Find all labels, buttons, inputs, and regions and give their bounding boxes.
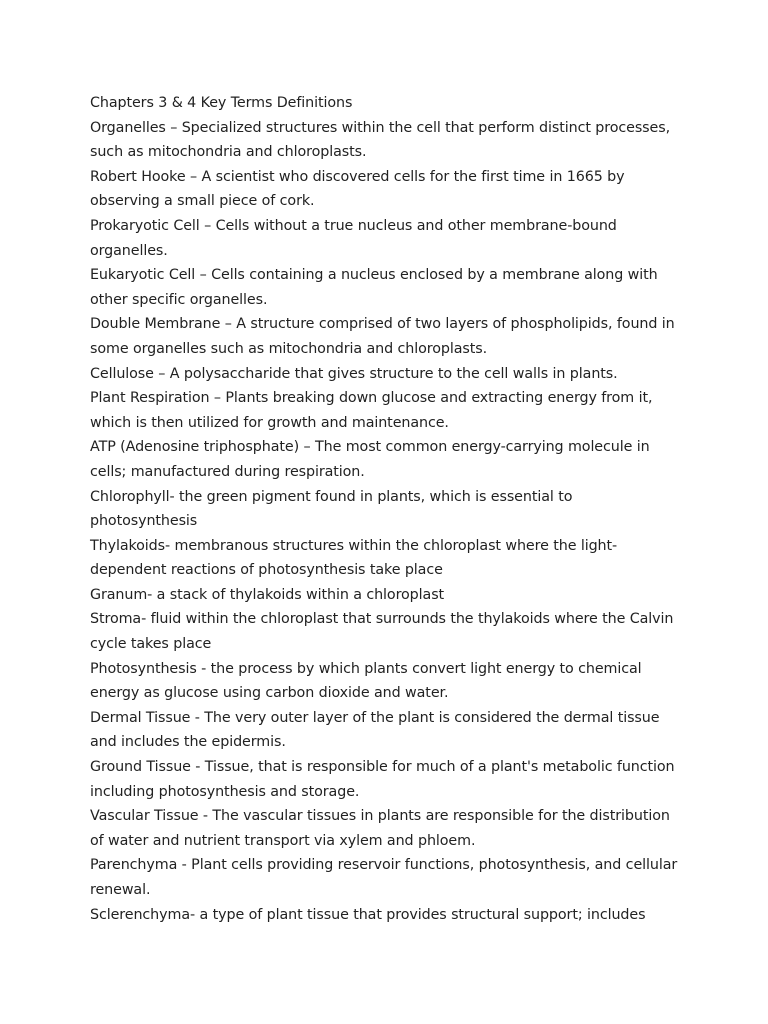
document-line: observing a small piece of cork. [90,193,315,210]
document-line: energy as glucose using carbon dioxide and water. [90,685,449,702]
document-line: and includes the epidermis. [90,734,286,751]
document-line: Ground Tissue - Tissue, that is responsible for much of a plant's metabolic function [90,759,675,776]
document-line: Robert Hooke – A scientist who discovered cells for the first time in 1665 by [90,168,625,185]
document-line: Double Membrane – A structure comprised of two layers of phospholipids, found in [90,316,675,333]
document-line: Thylakoids- membranous structures within the chloroplast where the light- [90,537,618,554]
document-line: Sclerenchyma- a type of plant tissue that provides structural support; includes [90,906,646,923]
document-line: such as mitochondria and chloroplasts. [90,144,367,161]
document-line: cells; manufactured during respiration. [90,463,365,480]
document-line: which is then utilized for growth and maintenance. [90,414,449,431]
document-line: Photosynthesis - the process by which plants convert light energy to chemical [90,660,642,677]
document-line: Chlorophyll- the green pigment found in plants, which is essential to [90,488,573,505]
document-title: Chapters 3 & 4 Key Terms Definitions [90,95,353,111]
document-line: some organelles such as mitochondria and chloroplasts. [90,340,488,357]
document-line: Granum- a stack of thylakoids within a chloroplast [90,586,445,603]
document-line: ATP (Adenosine triphosphate) – The most common energy-carrying molecule in [90,439,650,456]
document-line: including photosynthesis and storage. [90,783,360,800]
document-line: Plant Respiration – Plants breaking down glucose and extracting energy from it, [90,390,653,407]
document-line: Vascular Tissue - The vascular tissues in plants are responsible for the distribution [90,808,670,825]
document-line: of water and nutrient transport via xylem and phloem. [90,832,476,849]
document-line: Parenchyma - Plant cells providing reservoir functions, photosynthesis, and cellular [90,857,678,874]
document-line: Cellulose – A polysaccharide that gives structure to the cell walls in plants. [90,365,618,382]
document-line: organelles. [90,242,168,259]
document-line: photosynthesis [90,513,198,530]
document-page [90,91,690,927]
document-line: Eukaryotic Cell – Cells containing a nucleus enclosed by a membrane along with [90,267,658,284]
document-line: Stroma- fluid within the chloroplast that surrounds the thylakoids where the Calvin [90,611,674,628]
document-line: Dermal Tissue - The very outer layer of the plant is considered the dermal tissue [90,709,660,726]
document-line: cycle takes place [90,636,212,653]
document-line: Organelles – Specialized structures within the cell that perform distinct processes, [90,119,671,136]
document-line: Prokaryotic Cell – Cells without a true nucleus and other membrane-bound [90,217,617,234]
document-line: other specific organelles. [90,291,268,308]
document-line: renewal. [90,882,151,898]
document-line: dependent reactions of photosynthesis take place [90,562,443,579]
